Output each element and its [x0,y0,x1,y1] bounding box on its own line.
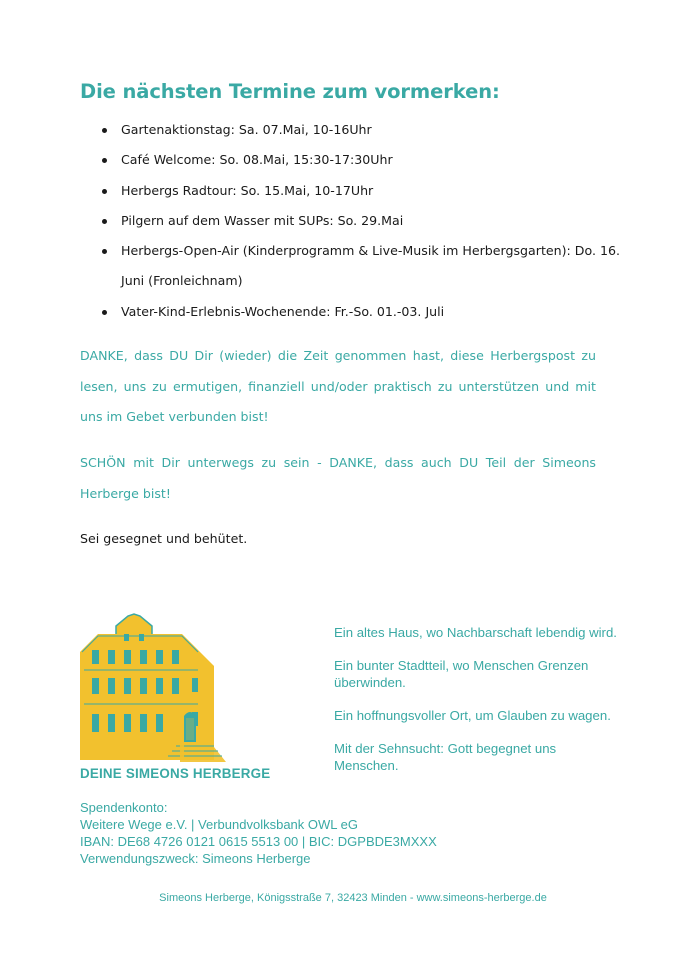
tagline: Mit der Sehnsucht: Gott begegnet uns Menschen. [334,741,557,773]
event-list [80,115,640,327]
list-item: Herbergs Radtour: So. 15.Mai, 10-17Uhr [80,176,640,206]
thanks-paragraph: DANKE, dass DU Dir (wieder) die Zeit genommen hast, diese Herbergspost zu lesen, uns zu ermutigen, finanziell und/oder praktisch zu unterstützen und mit uns im Gebet verbunden bist! [80,348,596,424]
list-item: Pilgern auf dem Wasser mit SUPs: So. 29.Mai [80,206,640,236]
list-item: Gartenaktionstag: Sa. 07.Mai, 10-16Uhr [80,115,640,145]
blessing-text: Sei gesegnet und behütet. [80,531,248,546]
page-footer: Simeons Herberge, Königsstraße 7, 32423 Minden - www.simeons-herberge.de [159,892,547,904]
bank-line: IBAN: DE68 4726 0121 0615 5513 00 | BIC: DGPBDE3MXXX [80,834,437,849]
page-heading: Die nächsten Termine zum vormerken: [80,80,500,103]
tagline: Ein altes Haus, wo Nachbarschaft lebendig wird. [334,625,617,640]
bank-line: Weitere Wege e.V. | Verbundvolksbank OWL eG [80,817,358,832]
brand-name: DEINE SIMEONS HERBERGE [80,766,271,781]
together-paragraph: SCHÖN mit Dir unterwegs zu sein - DANKE, dass auch DU Teil der Simeons Herberge bist! [80,455,596,501]
house-logo-icon [80,612,240,764]
tagline-block [334,624,624,790]
donation-account [80,799,437,867]
list-item: Herbergs-Open-Air (Kinderprogramm & Live-Musik im Herbergsgarten): Do. 16. Juni (Fronleichnam) [80,236,640,297]
bank-line: Verwendungszweck: Simeons Herberge [80,851,311,866]
bank-title: Spendenkonto: [80,800,168,815]
tagline: Ein bunter Stadtteil, wo Menschen Grenzen überwinden. [334,658,589,690]
list-item: Vater-Kind-Erlebnis-Wochenende: Fr.-So. 01.-03. Juli [80,297,640,327]
list-item: Café Welcome: So. 08.Mai, 15:30-17:30Uhr [80,145,640,175]
tagline: Ein hoffnungsvoller Ort, um Glauben zu wagen. [334,708,611,723]
